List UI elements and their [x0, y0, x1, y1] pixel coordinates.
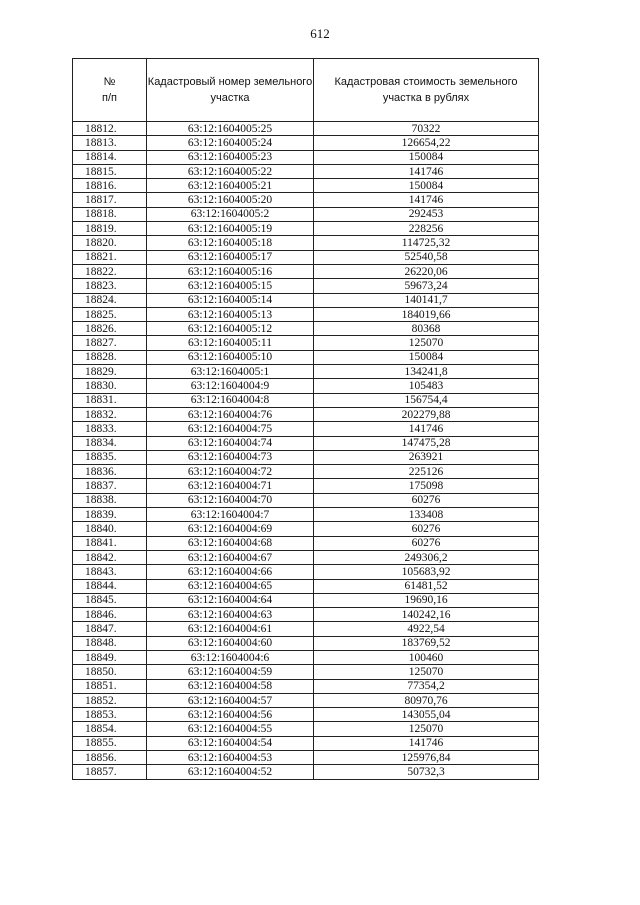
cadastral-value: 80970,76	[314, 693, 539, 707]
cadastral-value: 100460	[314, 650, 539, 664]
row-number: 18818.	[73, 207, 147, 221]
row-number: 18855.	[73, 736, 147, 750]
cadastral-value: 70322	[314, 122, 539, 136]
row-number: 18819.	[73, 222, 147, 236]
table-row	[73, 207, 539, 221]
row-number: 18854.	[73, 722, 147, 736]
cadastral-number: 63:12:1604004:75	[147, 422, 314, 436]
row-number: 18851.	[73, 679, 147, 693]
row-number: 18822.	[73, 264, 147, 278]
cadastral-value: 105483	[314, 379, 539, 393]
table-row	[73, 279, 539, 293]
cadastral-number: 63:12:1604004:66	[147, 565, 314, 579]
cadastral-number: 63:12:1604005:14	[147, 293, 314, 307]
cadastral-value: 61481,52	[314, 579, 539, 593]
row-number: 18838.	[73, 493, 147, 507]
row-number: 18835.	[73, 450, 147, 464]
cadastral-value: 50732,3	[314, 765, 539, 779]
cadastral-value: 150084	[314, 150, 539, 164]
table-row	[73, 293, 539, 307]
cadastral-value: 249306,2	[314, 550, 539, 564]
table-row	[73, 193, 539, 207]
cadastral-number: 63:12:1604005:21	[147, 179, 314, 193]
row-number: 18831.	[73, 393, 147, 407]
cadastral-value: 143055,04	[314, 708, 539, 722]
table-row	[73, 693, 539, 707]
row-number: 18826.	[73, 322, 147, 336]
cadastral-value: 141746	[314, 736, 539, 750]
row-number: 18850.	[73, 665, 147, 679]
row-number: 18852.	[73, 693, 147, 707]
row-number: 18834.	[73, 436, 147, 450]
cadastral-value: 141746	[314, 164, 539, 178]
cadastral-value: 133408	[314, 508, 539, 522]
row-number: 18837.	[73, 479, 147, 493]
cadastral-value: 60276	[314, 522, 539, 536]
row-number: 18817.	[73, 193, 147, 207]
table-row	[73, 136, 539, 150]
cadastral-number: 63:12:1604005:22	[147, 164, 314, 178]
cadastral-number: 63:12:1604004:8	[147, 393, 314, 407]
table-row	[73, 393, 539, 407]
cadastral-number: 63:12:1604004:55	[147, 722, 314, 736]
cadastral-value: 141746	[314, 422, 539, 436]
table-row	[73, 650, 539, 664]
cadastral-value: 26220,06	[314, 264, 539, 278]
row-number: 18828.	[73, 350, 147, 364]
cadastral-number: 63:12:1604005:18	[147, 236, 314, 250]
cadastral-number: 63:12:1604005:16	[147, 264, 314, 278]
cadastral-number: 63:12:1604005:20	[147, 193, 314, 207]
header-cadastral-number: Кадастровый номер земельного участка	[147, 59, 314, 122]
table-body	[73, 122, 539, 780]
cadastral-value: 292453	[314, 207, 539, 221]
row-number: 18844.	[73, 579, 147, 593]
table-row	[73, 322, 539, 336]
table-row	[73, 722, 539, 736]
cadastral-number: 63:12:1604004:67	[147, 550, 314, 564]
cadastral-number: 63:12:1604004:59	[147, 665, 314, 679]
cadastral-value: 202279,88	[314, 407, 539, 421]
header-row	[73, 59, 539, 122]
cadastral-number: 63:12:1604004:6	[147, 650, 314, 664]
cadastral-number: 63:12:1604005:1	[147, 365, 314, 379]
row-number: 18842.	[73, 550, 147, 564]
row-number: 18815.	[73, 164, 147, 178]
cadastral-number: 63:12:1604004:52	[147, 765, 314, 779]
table-row	[73, 436, 539, 450]
cadastral-value: 150084	[314, 350, 539, 364]
table-row	[73, 422, 539, 436]
cadastral-number: 63:12:1604005:23	[147, 150, 314, 164]
table-row	[73, 508, 539, 522]
cadastral-number: 63:12:1604005:19	[147, 222, 314, 236]
table-row	[73, 479, 539, 493]
header-num: № п/п	[73, 59, 147, 122]
cadastral-number: 63:12:1604004:69	[147, 522, 314, 536]
cadastral-number: 63:12:1604004:57	[147, 693, 314, 707]
row-number: 18853.	[73, 708, 147, 722]
row-number: 18816.	[73, 179, 147, 193]
table-row	[73, 608, 539, 622]
row-number: 18820.	[73, 236, 147, 250]
table-row	[73, 150, 539, 164]
row-number: 18821.	[73, 250, 147, 264]
row-number: 18833.	[73, 422, 147, 436]
cadastral-value: 80368	[314, 322, 539, 336]
cadastral-value: 183769,52	[314, 636, 539, 650]
table-row	[73, 536, 539, 550]
table-row	[73, 236, 539, 250]
cadastral-number: 63:12:1604004:53	[147, 751, 314, 765]
table-row	[73, 708, 539, 722]
table-row	[73, 450, 539, 464]
row-number: 18812.	[73, 122, 147, 136]
row-number: 18832.	[73, 407, 147, 421]
cadastral-value: 141746	[314, 193, 539, 207]
row-number: 18813.	[73, 136, 147, 150]
cadastral-value: 125070	[314, 722, 539, 736]
cadastral-value: 105683,92	[314, 565, 539, 579]
table-row	[73, 250, 539, 264]
cadastral-number: 63:12:1604004:9	[147, 379, 314, 393]
cadastral-number: 63:12:1604004:68	[147, 536, 314, 550]
table-row	[73, 465, 539, 479]
cadastral-value: 52540,58	[314, 250, 539, 264]
cadastral-value: 184019,66	[314, 307, 539, 321]
cadastral-value: 228256	[314, 222, 539, 236]
cadastral-number: 63:12:1604004:74	[147, 436, 314, 450]
table-row	[73, 522, 539, 536]
cadastral-number: 63:12:1604004:58	[147, 679, 314, 693]
row-number: 18847.	[73, 622, 147, 636]
cadastral-number: 63:12:1604005:25	[147, 122, 314, 136]
cadastral-value: 125976,84	[314, 751, 539, 765]
cadastral-number: 63:12:1604004:72	[147, 465, 314, 479]
cadastral-value: 134241,8	[314, 365, 539, 379]
row-number: 18839.	[73, 508, 147, 522]
table-row	[73, 336, 539, 350]
row-number: 18856.	[73, 751, 147, 765]
table-row	[73, 493, 539, 507]
table-row	[73, 593, 539, 607]
cadastral-value: 225126	[314, 465, 539, 479]
cadastral-number: 63:12:1604005:10	[147, 350, 314, 364]
cadastral-value: 4922,54	[314, 622, 539, 636]
table-row	[73, 579, 539, 593]
row-number: 18825.	[73, 307, 147, 321]
cadastral-number: 63:12:1604004:70	[147, 493, 314, 507]
table-row	[73, 222, 539, 236]
row-number: 18827.	[73, 336, 147, 350]
table-row	[73, 765, 539, 779]
table-row	[73, 365, 539, 379]
cadastral-number: 63:12:1604004:73	[147, 450, 314, 464]
cadastral-value: 263921	[314, 450, 539, 464]
cadastral-number: 63:12:1604004:61	[147, 622, 314, 636]
table-row	[73, 622, 539, 636]
row-number: 18857.	[73, 765, 147, 779]
cadastral-number: 63:12:1604004:71	[147, 479, 314, 493]
cadastral-table	[72, 58, 539, 780]
row-number: 18848.	[73, 636, 147, 650]
cadastral-number: 63:12:1604005:2	[147, 207, 314, 221]
row-number: 18843.	[73, 565, 147, 579]
cadastral-value: 114725,32	[314, 236, 539, 250]
row-number: 18849.	[73, 650, 147, 664]
table-row	[73, 379, 539, 393]
cadastral-value: 147475,28	[314, 436, 539, 450]
cadastral-number: 63:12:1604004:63	[147, 608, 314, 622]
cadastral-value: 60276	[314, 536, 539, 550]
cadastral-value: 126654,22	[314, 136, 539, 150]
table-row	[73, 550, 539, 564]
cadastral-value: 125070	[314, 665, 539, 679]
row-number: 18814.	[73, 150, 147, 164]
cadastral-number: 63:12:1604005:13	[147, 307, 314, 321]
cadastral-value: 60276	[314, 493, 539, 507]
cadastral-number: 63:12:1604005:15	[147, 279, 314, 293]
row-number: 18823.	[73, 279, 147, 293]
cadastral-number: 63:12:1604004:54	[147, 736, 314, 750]
cadastral-number: 63:12:1604005:12	[147, 322, 314, 336]
table-row	[73, 179, 539, 193]
table-row	[73, 636, 539, 650]
cadastral-number: 63:12:1604004:60	[147, 636, 314, 650]
table-row	[73, 565, 539, 579]
cadastral-number: 63:12:1604005:17	[147, 250, 314, 264]
table-row	[73, 350, 539, 364]
cadastral-value: 140242,16	[314, 608, 539, 622]
row-number: 18840.	[73, 522, 147, 536]
table-row	[73, 679, 539, 693]
table-row	[73, 751, 539, 765]
page-number: 612	[310, 26, 330, 41]
header-cadastral-value: Кадастровая стоимость земельного участка в рублях	[314, 59, 539, 122]
cadastral-value: 77354,2	[314, 679, 539, 693]
cadastral-value: 140141,7	[314, 293, 539, 307]
table-row	[73, 264, 539, 278]
row-number: 18846.	[73, 608, 147, 622]
table-row	[73, 665, 539, 679]
cadastral-number: 63:12:1604004:7	[147, 508, 314, 522]
cadastral-number: 63:12:1604005:24	[147, 136, 314, 150]
row-number: 18824.	[73, 293, 147, 307]
row-number: 18829.	[73, 365, 147, 379]
cadastral-value: 59673,24	[314, 279, 539, 293]
table-row	[73, 164, 539, 178]
cadastral-value: 150084	[314, 179, 539, 193]
row-number: 18836.	[73, 465, 147, 479]
cadastral-value: 175098	[314, 479, 539, 493]
table-row	[73, 736, 539, 750]
row-number: 18830.	[73, 379, 147, 393]
cadastral-value: 19690,16	[314, 593, 539, 607]
cadastral-number: 63:12:1604004:56	[147, 708, 314, 722]
cadastral-value: 125070	[314, 336, 539, 350]
cadastral-number: 63:12:1604004:65	[147, 579, 314, 593]
table-row	[73, 307, 539, 321]
cadastral-number: 63:12:1604005:11	[147, 336, 314, 350]
table-row	[73, 407, 539, 421]
row-number: 18845.	[73, 593, 147, 607]
row-number: 18841.	[73, 536, 147, 550]
table-row	[73, 122, 539, 136]
table-header	[73, 59, 539, 122]
cadastral-number: 63:12:1604004:76	[147, 407, 314, 421]
cadastral-number: 63:12:1604004:64	[147, 593, 314, 607]
cadastral-value: 156754,4	[314, 393, 539, 407]
